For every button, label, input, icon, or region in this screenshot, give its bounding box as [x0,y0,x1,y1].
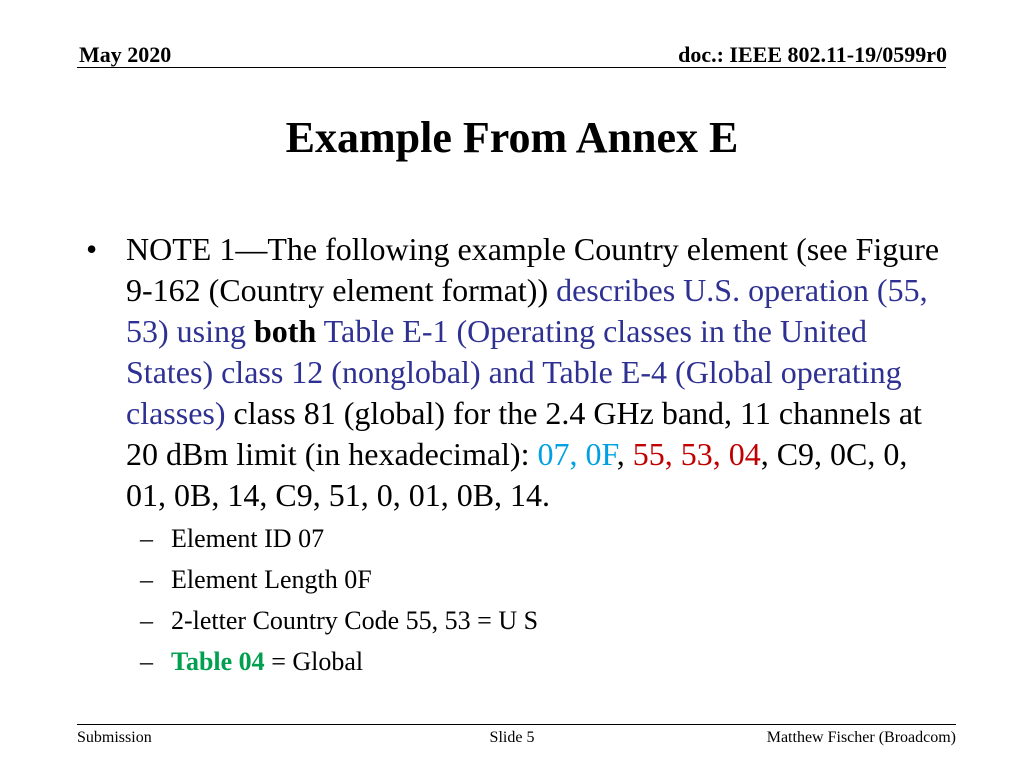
byte-separator: , [616,436,633,472]
sub-list [84,518,944,682]
slide-title: Example From Annex E [285,113,739,162]
table-highlight: Table 04 [171,647,265,676]
sub-item-element-length [84,559,944,600]
class-description-text: class 81 (global) for the 2.4 GHz band, 11 channels at 20 dBm limit (in hexadecimal): [126,395,922,472]
sub-item-text: Element Length 0F [171,565,372,594]
slide-body [84,229,944,682]
footer-submission: Submission [77,729,152,746]
element-header-bytes: 07, 0F [537,436,617,472]
header-doc-id: doc.: IEEE 802.11-19/0599r0 [678,42,947,67]
header-rule [77,67,946,68]
dash-glyph: – [140,606,153,635]
footer-rule [77,724,956,725]
dash-glyph: – [140,565,153,594]
sub-item-text: Element ID 07 [171,524,325,553]
sub-item-text: = Global [264,647,364,676]
sub-item-element-id [84,518,944,559]
emphasis-both: both [254,313,317,349]
dash-glyph: – [140,647,153,676]
table-reference-text: Table E-1 (Operating classes in the United States) class 12 (nonglobal) and Table E-4 (Global operating classes) [126,313,902,431]
sub-item-table [84,641,944,682]
footer-slide-number: Slide 5 [489,729,535,746]
note-text: NOTE 1—The following example Country element (see Figure 9-162 (Country element format)) [126,231,940,308]
bullet-glyph: • [86,231,98,267]
bullet-text [126,231,939,513]
footer-author: Matthew Fischer (Broadcom) [766,729,956,746]
reference-text: describes U.S. operation (55, 53) using [126,272,928,349]
remaining-bytes: , C9, 0C, 0, 01, 0B, 14, C9, 51, 0, 01, 0B, 14. [126,436,908,513]
sub-item-country-code [84,600,944,641]
dash-glyph: – [140,524,153,553]
country-table-bytes: 55, 53, 04 [632,436,761,472]
header-date: May 2020 [79,42,172,67]
bullet-item [84,229,944,516]
sub-item-text: 2-letter Country Code 55, 53 = U S [171,606,539,635]
